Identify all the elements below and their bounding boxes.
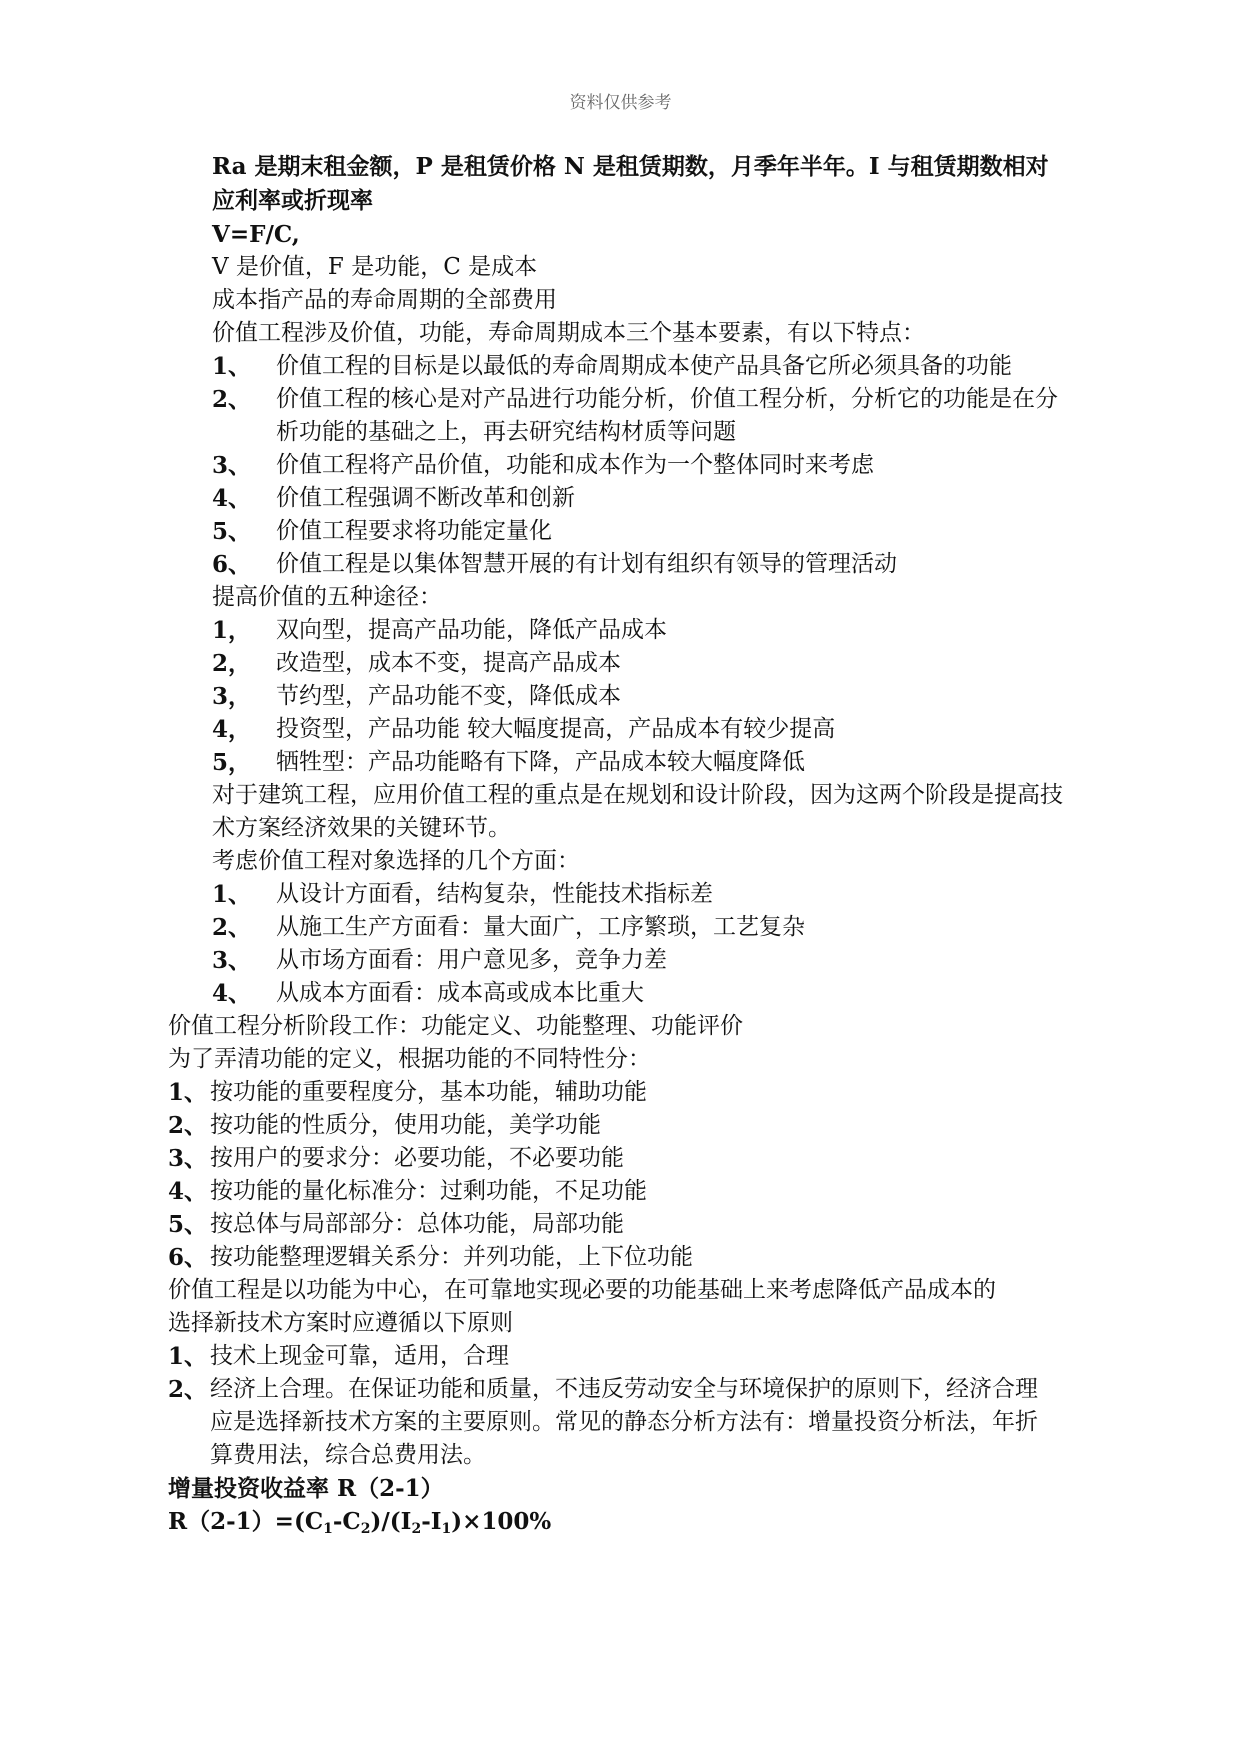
list-item: 1、 从设计方面看，结构复杂，性能技术指标差 <box>212 881 713 908</box>
list-item: 4、 按功能的量化标准分：过剩功能，不足功能 <box>168 1178 647 1205</box>
construction-paragraph: 对于建筑工程，应用价值工程的重点是在规划和设计阶段，因为这两个阶段是提高技术方案经济效果的关键环节。 <box>212 782 1063 841</box>
list-item: 5、 按总体与局部部分：总体功能，局部功能 <box>168 1211 624 1238</box>
list-item: 1， 双向型，提高产品功能，降低产品成本 <box>212 617 667 644</box>
value-formula: V=F/C, <box>212 221 300 248</box>
list-item: 5， 牺牲型：产品功能略有下降，产品成本较大幅度降低 <box>212 749 805 776</box>
selection-intro: 考虑价值工程对象选择的几个方面： <box>212 848 580 874</box>
analysis-stage: 价值工程分析阶段工作：功能定义、功能整理、功能评价 <box>168 1013 743 1039</box>
rent-definition: Ra 是期末租金额，P 是租赁价格 N 是租赁期数，月季年半年。I 与租赁期数相对应利率或折现率 <box>212 153 1049 214</box>
list-item: 3、 从市场方面看：用户意见多，竞争力差 <box>212 947 667 974</box>
list-item: 4， 投资型，产品功能 较大幅度提高，产品成本有较少提高 <box>212 716 836 743</box>
list-item: 1、 技术上现金可靠，适用，合理 <box>168 1343 509 1370</box>
list-item: 3、 价值工程将产品价值，功能和成本作为一个整体同时来考虑 <box>212 452 874 479</box>
list-item: 3， 节约型，产品功能不变，降低成本 <box>212 683 621 710</box>
list-item: 5、 价值工程要求将功能定量化 <box>212 518 552 545</box>
document-body <box>168 150 1070 1546</box>
list-item: 1、 价值工程的目标是以最低的寿命周期成本使产品具备它所必须具备的功能 <box>212 353 1012 380</box>
classification-intro: 为了弄清功能的定义，根据功能的不同特性分： <box>168 1046 651 1072</box>
page-header: 资料仅供参考 <box>569 93 672 113</box>
list-item: 1、 按功能的重要程度分，基本功能，辅助功能 <box>168 1079 647 1106</box>
list-item: 3、 按用户的要求分：必要功能，不必要功能 <box>168 1145 624 1172</box>
principles-intro: 选择新技术方案时应遵循以下原则 <box>168 1310 513 1336</box>
cost-definition: 成本指产品的寿命周期的全部费用 <box>212 287 557 313</box>
incremental-return-formula: $R(2-1)=(C_1-C_2)/(I_2-I_1)\times 100\%$ <box>168 1508 552 1537</box>
list-item: 2、 价值工程的核心是对产品进行功能分析，价值工程分析，分析它的功能是在分析功能的基础之上，再去研究结构材质等问题 <box>212 386 1058 445</box>
features-intro: 价值工程涉及价值，功能，寿命周期成本三个基本要素，有以下特点： <box>212 320 925 346</box>
list-item: 2、 按功能的性质分，使用功能，美学功能 <box>168 1112 601 1139</box>
list-item: 4、 从成本方面看：成本高或成本比重大 <box>212 980 644 1007</box>
list-item: 6、 按功能整理逻辑关系分：并列功能，上下位功能 <box>168 1244 693 1271</box>
ways-intro: 提高价值的五种途径： <box>212 584 442 610</box>
list-item: 2、 从施工生产方面看：量大面广，工序繁琐，工艺复杂 <box>212 914 805 941</box>
list-item: 6、 价值工程是以集体智慧开展的有计划有组织有领导的管理活动 <box>212 551 897 578</box>
incremental-return-title: 增量投资收益率 R（2-1） <box>168 1475 444 1502</box>
list-item: 4、 价值工程强调不断改革和创新 <box>212 485 575 512</box>
function-center-paragraph: 价值工程是以功能为中心，在可靠地实现必要的功能基础上来考虑降低产品成本的 <box>168 1277 996 1303</box>
list-item: 2， 改造型，成本不变，提高产品成本 <box>212 650 621 677</box>
upper-section <box>190 150 1070 1010</box>
list-item: 2、 经济上合理。在保证功能和质量，不违反劳动安全与环境保护的原则下，经济合理应是选择新技术方案的主要原则。常见的静态分析方法有：增量投资分析法，年折算费用法，综合总费用法。 <box>168 1376 1038 1468</box>
lower-section <box>168 1010 1070 1546</box>
value-definition: V 是价值，F 是功能，C 是成本 <box>212 254 538 280</box>
